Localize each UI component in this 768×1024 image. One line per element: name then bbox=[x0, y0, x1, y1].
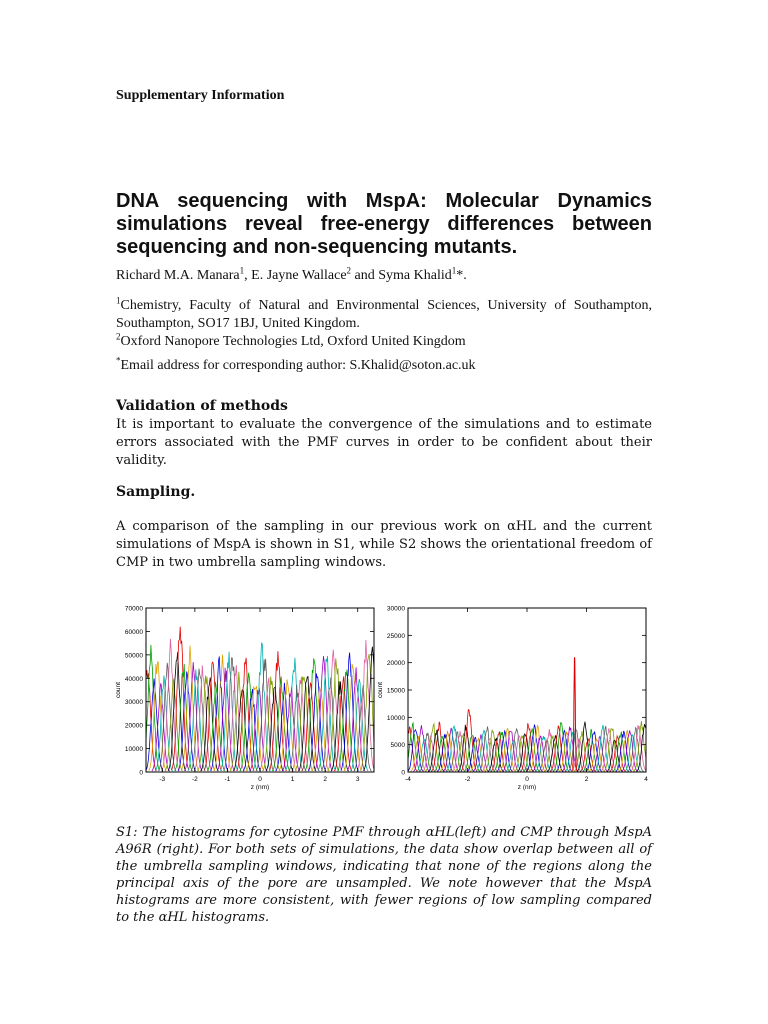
author-name: , E. Jayne Wallace bbox=[244, 268, 347, 283]
y-tick-label: 50000 bbox=[124, 652, 143, 660]
y-tick-label: 30000 bbox=[386, 605, 405, 613]
y-axis-label: count bbox=[115, 682, 122, 698]
title-line: sequencing and non-sequencing mutants. bbox=[116, 236, 518, 258]
y-tick-label: 10000 bbox=[124, 746, 143, 754]
histogram-series bbox=[256, 659, 274, 771]
x-tick-label: 2 bbox=[323, 776, 327, 783]
y-axis-label: count bbox=[377, 682, 384, 698]
x-tick-label: 0 bbox=[525, 776, 529, 783]
y-tick-label: 70000 bbox=[124, 605, 143, 613]
x-tick-label: -2 bbox=[464, 776, 471, 783]
author-affiliation-mark: 1 bbox=[239, 265, 245, 276]
email-text: Email address for corresponding author: S.Khalid@soton.ac.uk bbox=[120, 358, 476, 373]
author-affiliation-mark: 1 bbox=[451, 265, 457, 276]
histogram-svg-left bbox=[112, 602, 380, 792]
author-name: Richard M.A. Manara bbox=[116, 268, 240, 283]
y-tick-label: 15000 bbox=[386, 687, 405, 695]
x-tick-label: 2 bbox=[584, 776, 589, 783]
x-tick-label: -1 bbox=[224, 776, 231, 783]
y-tick-label: 0 bbox=[139, 769, 143, 777]
y-tick-label: 20000 bbox=[124, 722, 143, 730]
histogram-series bbox=[217, 668, 235, 771]
y-tick-label: 0 bbox=[401, 769, 405, 777]
histogram-series-group bbox=[139, 627, 380, 772]
title-line: DNA sequencing with MspA: Molecular Dynamics bbox=[116, 190, 652, 212]
affiliation-text: Oxford Nanopore Technologies Ltd, Oxford United Kingdom bbox=[120, 334, 466, 349]
x-tick-label: -4 bbox=[405, 776, 411, 783]
validation-paragraph: It is important to evaluate the convergence of the simulations and to estimate errors associated with the PMF curves in order to be confident about their validity. bbox=[116, 417, 652, 468]
supplementary-heading: Supplementary Information bbox=[116, 88, 285, 103]
histogram-series-group bbox=[402, 657, 653, 772]
affiliation-mark: 1 bbox=[116, 295, 121, 306]
sampling-paragraph: A comparison of the sampling in our previous work on αHL and the current simulations of MspA is shown in S1, while S2 shows the orientational freedom of CMP in two umbrella sampling windows. bbox=[116, 519, 652, 570]
author-list bbox=[116, 265, 656, 284]
y-tick-label: 25000 bbox=[386, 632, 405, 640]
affiliation-2 bbox=[116, 331, 466, 350]
title-line: simulations reveal free-energy differences between bbox=[116, 213, 652, 235]
y-tick-label: 10000 bbox=[386, 714, 405, 722]
x-tick-label: -2 bbox=[191, 776, 198, 783]
corresponding-mark: *. bbox=[456, 268, 467, 283]
affiliation-text: Chemistry, Faculty of Natural and Environmental Sciences, University of Southampton, Southampton, SO17 1BJ, United Kingdom. bbox=[116, 298, 652, 331]
x-tick-label: 1 bbox=[290, 776, 295, 783]
section-heading-validation: Validation of methods bbox=[116, 398, 288, 414]
histogram-chart-left bbox=[112, 602, 380, 792]
y-tick-label: 40000 bbox=[124, 675, 143, 683]
plot-frame bbox=[408, 608, 646, 772]
y-tick-label: 60000 bbox=[124, 628, 143, 636]
histogram-chart-right bbox=[374, 602, 652, 792]
x-tick-label: 3 bbox=[355, 776, 360, 783]
x-tick-label: 4 bbox=[644, 776, 648, 783]
x-tick-label: -3 bbox=[159, 776, 166, 783]
affiliation-mark: 2 bbox=[116, 331, 121, 342]
y-tick-label: 20000 bbox=[386, 660, 405, 668]
author-affiliation-mark: 2 bbox=[346, 265, 352, 276]
affiliation-1 bbox=[116, 297, 652, 333]
corresponding-email bbox=[116, 355, 476, 374]
histogram-svg-right bbox=[374, 602, 652, 792]
y-tick-label: 30000 bbox=[124, 699, 143, 707]
figure-caption: S1: The histograms for cytosine PMF through αHL(left) and CMP through MspA A96R (right). For both sets of simulations, the data show overlap between all of the umbrella sampling windows, indicating that none of the regions along the principal axis of the pore are unsampled. We note however that the MspA histograms are more consistent, with fewer regions of low sampling compared to the αHL histograms. bbox=[116, 825, 652, 925]
y-tick-label: 5000 bbox=[390, 742, 405, 750]
corresponding-mark: * bbox=[116, 355, 121, 366]
x-axis-label: z (nm) bbox=[250, 784, 270, 791]
histogram-series-max bbox=[573, 657, 577, 771]
x-tick-label: 0 bbox=[258, 776, 262, 783]
author-name: and Syma Khalid bbox=[351, 268, 452, 283]
x-axis-label: z (nm) bbox=[517, 784, 537, 791]
section-heading-sampling: Sampling. bbox=[116, 484, 196, 500]
paper-title bbox=[116, 190, 652, 259]
